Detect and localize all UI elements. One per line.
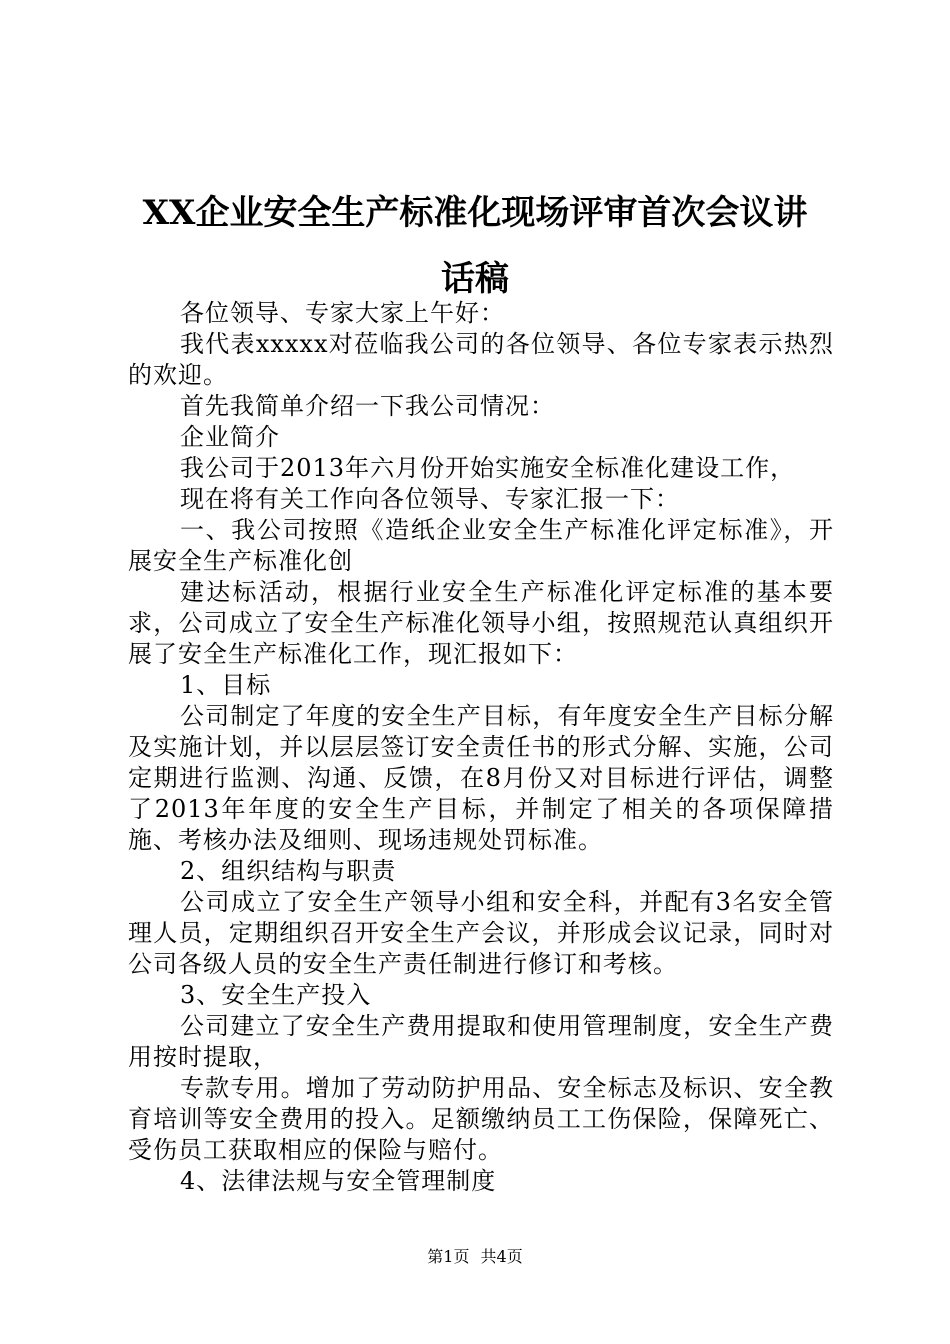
heading-regulations: 4、法律法规与安全管理制度 bbox=[180, 1167, 497, 1195]
paragraph-welcome: 我代表xxxxx对莅临我公司的各位领导、各位专家表示热烈的欢迎。 bbox=[128, 330, 834, 389]
paragraph-goals: 公司制定了年度的安全生产目标，有年度安全生产目标分解及实施计划，并以层层签订安全责任书的形式分解、实施，公司定期进行监测、沟通、反馈，在8月份又对目标进行评估，调整了2013年年度的安全生产目标，并制定了相关的各项保障措施、考核办法及细则、现场违规处罚标准。 bbox=[128, 702, 834, 854]
paragraph-investment: 公司建立了安全生产费用提取和使用管理制度，安全生产费用按时提取， bbox=[128, 1012, 834, 1071]
paragraph-start-date: 我公司于2013年六月份开始实施安全标准化建设工作， bbox=[180, 454, 796, 482]
page-number: 第1页 bbox=[427, 1247, 470, 1266]
paragraph-section-1: 一、我公司按照《造纸企业安全生产标准化评定标准》，开展安全生产标准化创 bbox=[128, 516, 834, 575]
document-body bbox=[128, 298, 834, 1197]
paragraph-special-funds: 专款专用。增加了劳动防护用品、安全标志及标识、安全教育培训等安全费用的投入。足额缴纳员工工伤保险，保障死亡、受伤员工获取相应的保险与赔付。 bbox=[128, 1074, 834, 1164]
title-line-2: 话稿 bbox=[441, 259, 509, 299]
heading-goals: 1、目标 bbox=[180, 671, 272, 699]
heading-investment: 3、安全生产投入 bbox=[180, 981, 372, 1009]
page-footer bbox=[0, 1244, 950, 1267]
paragraph-report: 现在将有关工作向各位领导、专家汇报一下： bbox=[180, 485, 680, 513]
title-line-1: XX企业安全生产标准化现场评审首次会议讲 bbox=[142, 193, 808, 233]
document-title bbox=[120, 180, 830, 312]
paragraph-intro: 首先我简单介绍一下我公司情况： bbox=[180, 392, 555, 420]
paragraph-activity: 建达标活动，根据行业安全生产标准化评定标准的基本要求，公司成立了安全生产标准化领导小组，按照规范认真组织开展了安全生产标准化工作，现汇报如下： bbox=[128, 578, 834, 668]
paragraph-greeting: 各位领导、专家大家上午好： bbox=[180, 299, 505, 327]
heading-organization: 2、组织结构与职责 bbox=[180, 857, 397, 885]
paragraph-organization: 公司成立了安全生产领导小组和安全科，并配有3名安全管理人员，定期组织召开安全生产会议，并形成会议记录，同时对公司各级人员的安全生产责任制进行修订和考核。 bbox=[128, 888, 834, 978]
paragraph-company-profile: 企业简介 bbox=[180, 423, 280, 451]
page-total: 共4页 bbox=[480, 1247, 523, 1266]
